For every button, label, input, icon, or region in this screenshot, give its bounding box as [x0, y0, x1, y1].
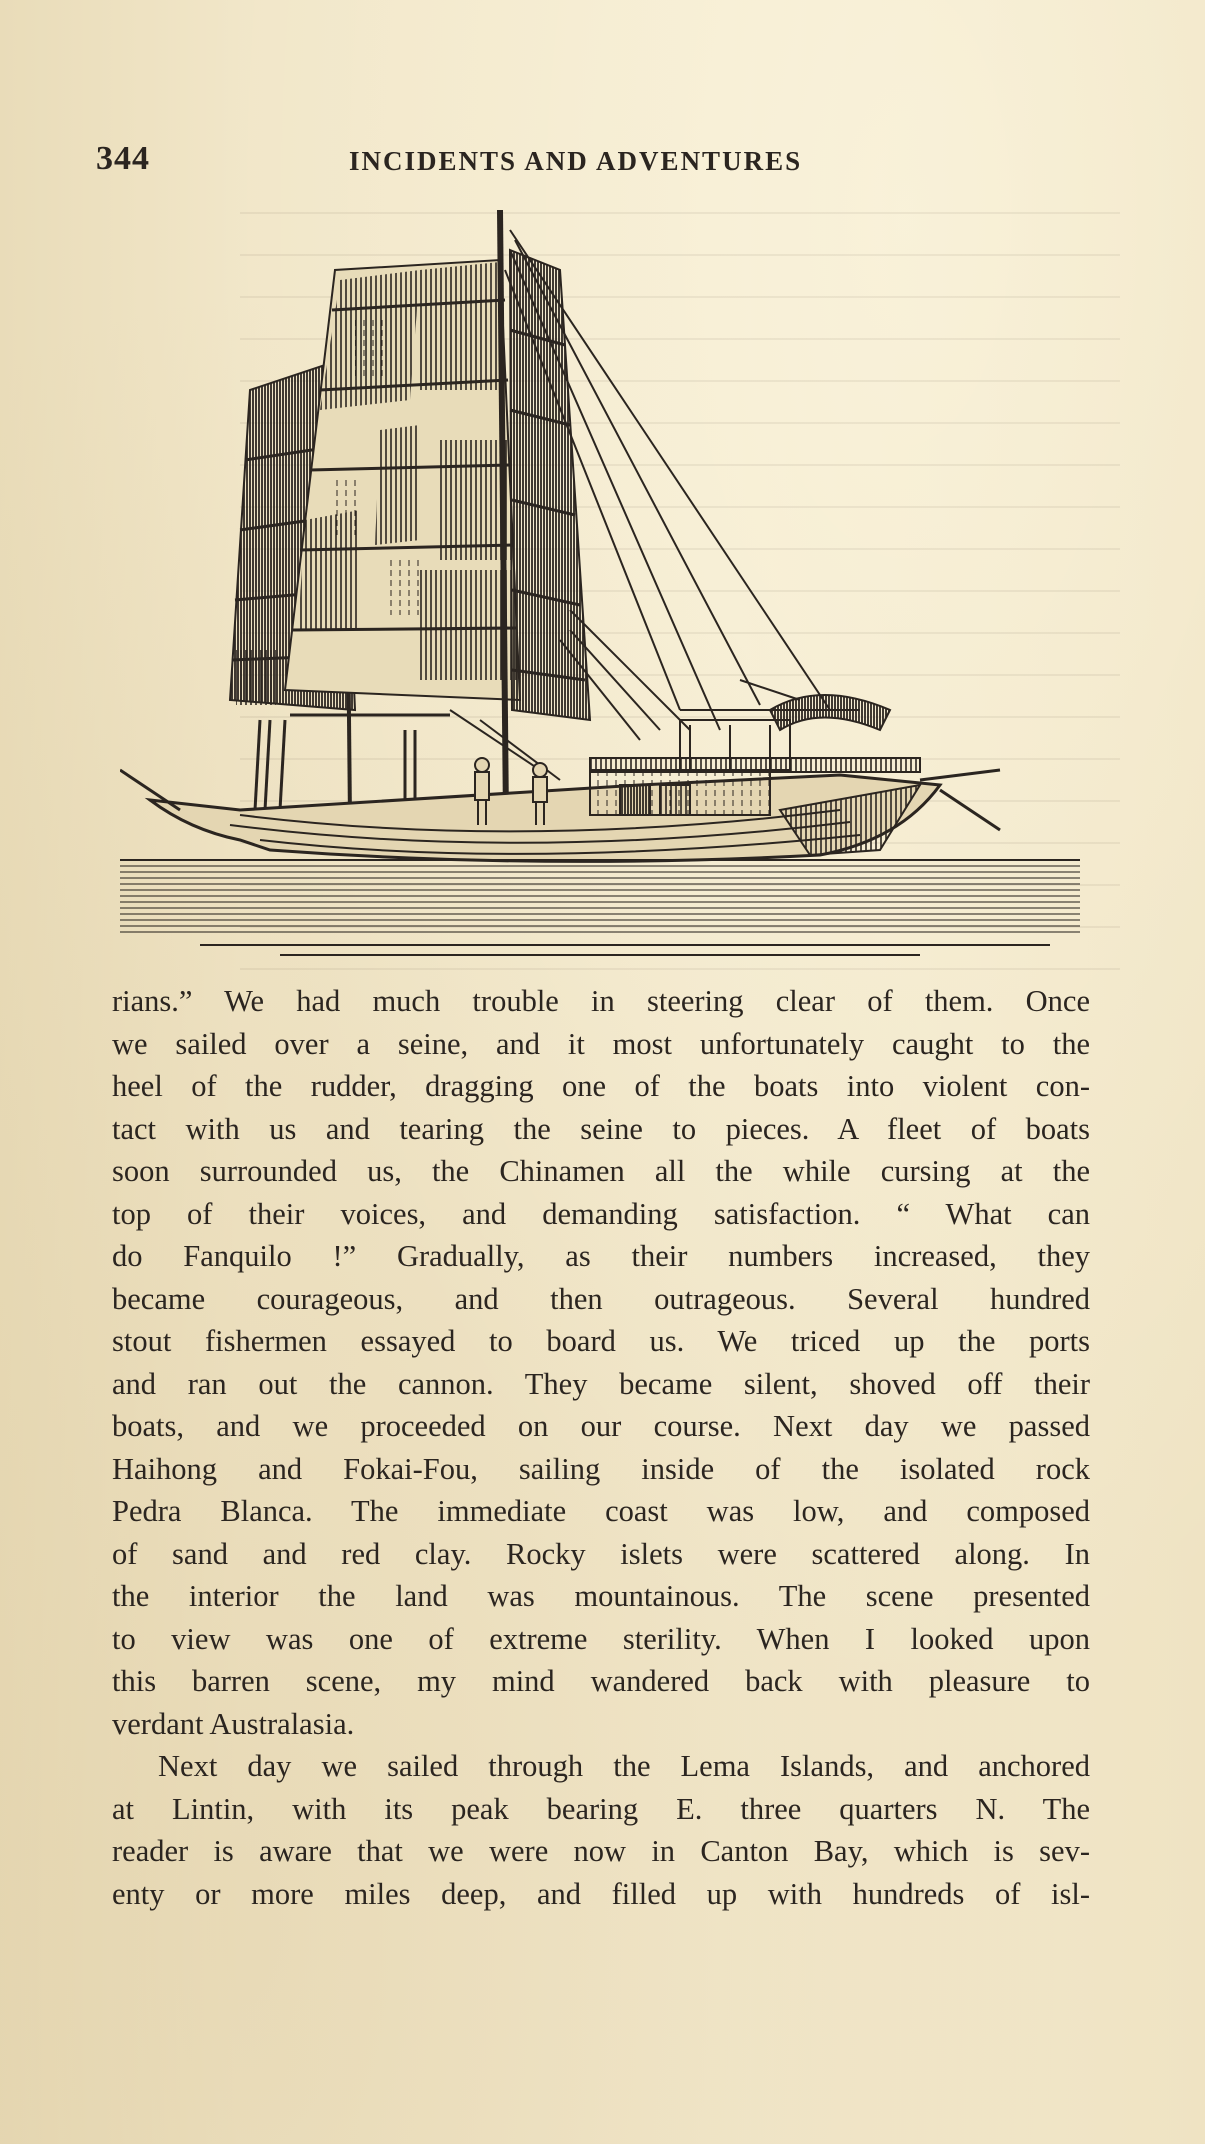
body-text — [112, 980, 1090, 1915]
text-line: boats, and we proceeded on our course. Next day we passed — [112, 1409, 1090, 1443]
running-head: INCIDENTS AND ADVENTURES — [349, 146, 803, 176]
text-line: enty or more miles deep, and filled up with hundreds of isl- — [112, 1876, 1090, 1911]
page-number: 344 — [96, 140, 150, 177]
text-line: we sailed over a seine, and it most unfortunately caught to the — [112, 1026, 1090, 1061]
text-line: stout fishermen essayed to board us. We triced up the ports — [112, 1324, 1090, 1358]
text-line: top of their voices, and demanding satisfaction. “ What can — [112, 1196, 1090, 1231]
text-line: soon surrounded us, the Chinamen all the while cursing at the — [112, 1154, 1090, 1188]
text-line: Haihong and Fokai-Fou, sailing inside of the isolated rock — [112, 1451, 1090, 1486]
paragraph-2 — [112, 1745, 1090, 1915]
text-line: Next day we sailed through the Lema Islands, and anchored — [158, 1749, 1090, 1783]
page-header — [96, 140, 856, 180]
text-line: the interior the land was mountainous. The scene presented — [112, 1579, 1090, 1613]
text-line: tact with us and tearing the seine to pieces. A fleet of boats — [112, 1111, 1090, 1146]
text-line: Pedra Blanca. The immediate coast was low, and composed — [112, 1494, 1090, 1528]
text-line: verdant Australasia. — [112, 1706, 355, 1741]
chinese-junk-engraving-icon — [120, 210, 1095, 965]
text-line: do Fanquilo !” Gradually, as their numbers increased, they — [112, 1239, 1090, 1273]
junk-illustration — [120, 210, 1095, 965]
text-line: this barren scene, my mind wandered back with pleasure to — [112, 1664, 1090, 1698]
text-line: became courageous, and then outrageous. Several hundred — [112, 1281, 1090, 1316]
text-line: and ran out the cannon. They became silent, shoved off their — [112, 1366, 1090, 1401]
text-line: at Lintin, with its peak bearing E. three quarters N. The — [112, 1791, 1090, 1826]
text-line: of sand and red clay. Rocky islets were scattered along. In — [112, 1536, 1090, 1571]
text-line: reader is aware that we were now in Canton Bay, which is sev- — [112, 1834, 1090, 1868]
paragraph-1 — [112, 980, 1090, 1745]
text-line: to view was one of extreme sterility. When I looked upon — [112, 1621, 1090, 1656]
text-line: rians.” We had much trouble in steering clear of them. Once — [112, 984, 1090, 1018]
text-line: heel of the rudder, dragging one of the boats into violent con- — [112, 1069, 1090, 1103]
